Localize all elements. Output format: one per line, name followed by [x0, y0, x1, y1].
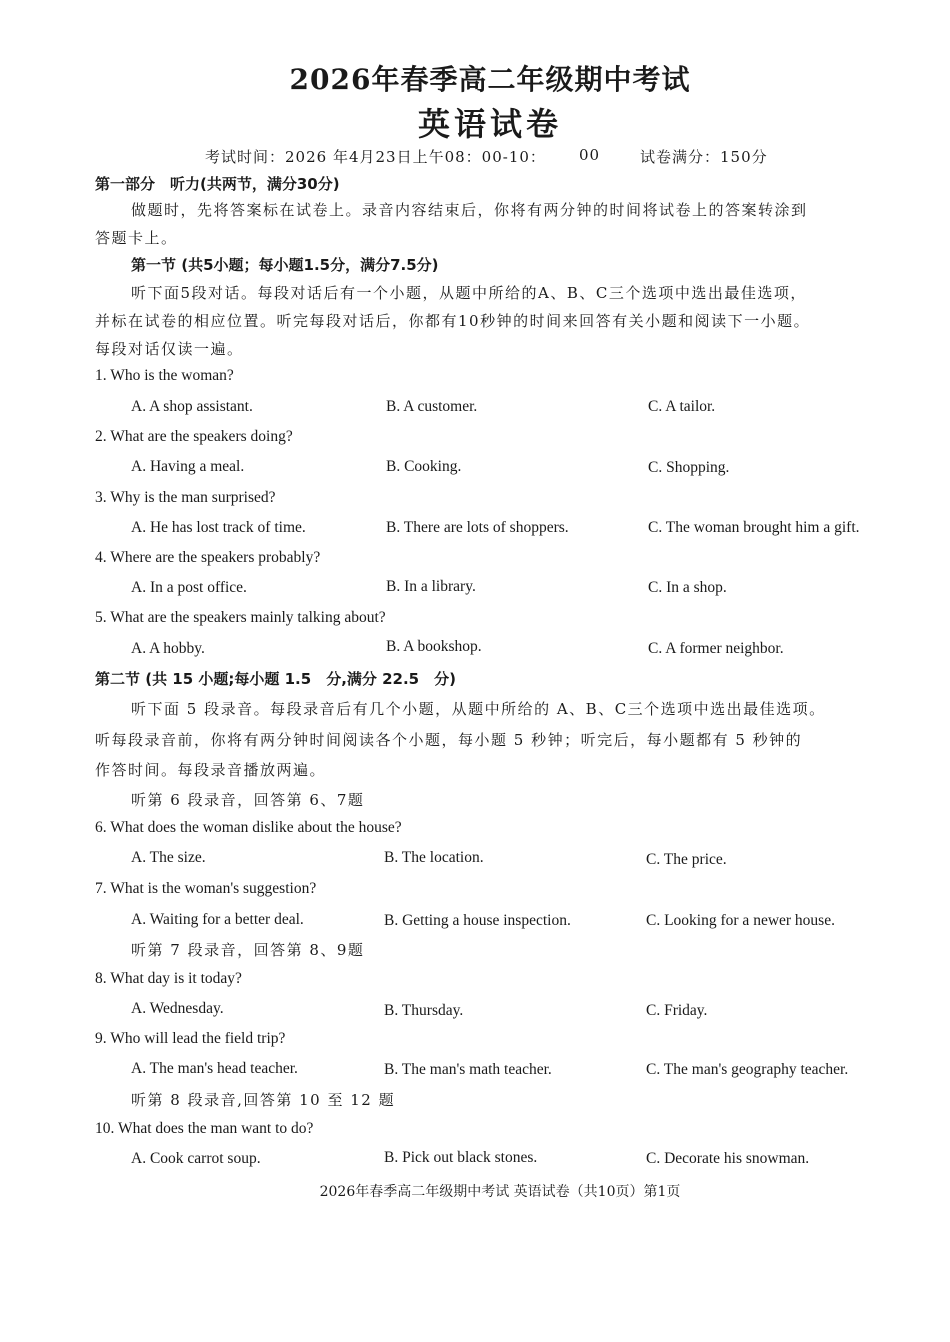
section2-heading: 第二节 (共 15 小题;每小题 1.5 分,满分 22.5 分): [95, 670, 456, 688]
section1-intro-line3: 每段对话仅读一遍。: [95, 340, 244, 358]
q9-option-c: C. The man's geography teacher.: [646, 1061, 849, 1078]
exam-subtitle: 英语试卷: [417, 105, 562, 143]
section1-intro-line2: 并标在试卷的相应位置。听完每段对话后，你都有10秒钟的时间来回答有关小题和阅读下一小题。: [95, 312, 811, 330]
audio-prompt-7: 听第 7 段录音，回答第 8、9题: [131, 941, 365, 959]
q1-option-a: A. A shop assistant.: [131, 398, 253, 415]
section1-intro-line1: 听下面5段对话。每段对话后有一个小题，从题中所给的A、B、C三个选项中选出最佳选项，: [131, 284, 807, 302]
q2-option-a: A. Having a meal.: [131, 458, 245, 475]
section2-intro-line2: 听每段录音前，你将有两分钟时间阅读各个小题，每小题 5 秒钟；听完后，每小题都有 5 秒钟的: [95, 731, 803, 749]
section2-intro-line1: 听下面 5 段录音。每段录音后有几个小题，从题中所给的 A、B、C三个选项中选出最佳选项。: [131, 700, 826, 718]
question-10: 10. What does the man want to do?: [95, 1120, 314, 1137]
audio-prompt-6: 听第 6 段录音，回答第 6、7题: [131, 791, 365, 809]
q2-option-b: B. Cooking.: [386, 458, 462, 475]
question-8: 8. What day is it today?: [95, 970, 242, 987]
q4-option-b: B. In a library.: [386, 578, 476, 595]
q10-option-c: C. Decorate his snowman.: [646, 1150, 810, 1167]
q2-option-c: C. Shopping.: [648, 459, 730, 476]
part1-intro-line1: 做题时，先将答案标在试卷上。录音内容结束后，你将有两分钟的时间将试卷上的答案转涂到: [131, 201, 808, 219]
q1-option-b: B. A customer.: [386, 398, 478, 415]
q5-option-a: A. A hobby.: [131, 640, 205, 657]
q6-option-b: B. The location.: [384, 849, 484, 866]
part1-heading: 第一部分 听力(共两节，满分30分): [95, 175, 340, 193]
q9-option-a: A. The man's head teacher.: [131, 1060, 298, 1077]
q6-option-a: A. The size.: [131, 849, 206, 866]
audio-prompt-8: 听第 8 段录音,回答第 10 至 12 题: [131, 1091, 396, 1109]
question-1: 1. Who is the woman?: [95, 367, 234, 384]
question-2: 2. What are the speakers doing?: [95, 428, 293, 445]
q10-option-b: B. Pick out black stones.: [384, 1149, 538, 1166]
part1-intro-line2: 答题卡上。: [95, 229, 178, 247]
q7-option-a: A. Waiting for a better deal.: [131, 911, 304, 928]
q5-option-b: B. A bookshop.: [386, 638, 482, 655]
page-footer: 2026年春季高二年级期中考试 英语试卷（共10页）第1页: [319, 1184, 681, 1200]
q4-option-c: C. In a shop.: [648, 579, 727, 596]
question-6: 6. What does the woman dislike about the house?: [95, 819, 402, 836]
q8-option-a: A. Wednesday.: [131, 1000, 224, 1017]
question-5: 5. What are the speakers mainly talking about?: [95, 609, 386, 626]
q7-option-c: C. Looking for a newer house.: [646, 912, 835, 929]
section1-heading: 第一节 (共5小题；每小题1.5分，满分7.5分): [131, 256, 439, 274]
q8-option-c: C. Friday.: [646, 1002, 708, 1019]
q1-option-c: C. A tailor.: [648, 398, 716, 415]
full-score: 试卷满分：150分: [640, 148, 768, 166]
q3-option-c: C. The woman brought him a gift.: [648, 519, 860, 536]
exam-time: 考试时间：2026 年4月23日上午08：00-10：: [205, 148, 546, 166]
question-4: 4. Where are the speakers probably?: [95, 549, 321, 566]
question-3: 3. Why is the man surprised?: [95, 489, 276, 506]
exam-time-tail: 00: [579, 146, 601, 164]
q10-option-a: A. Cook carrot soup.: [131, 1150, 261, 1167]
question-7: 7. What is the woman's suggestion?: [95, 880, 317, 897]
q3-option-b: B. There are lots of shoppers.: [386, 519, 569, 536]
q9-option-b: B. The man's math teacher.: [384, 1061, 552, 1078]
question-9: 9. Who will lead the field trip?: [95, 1030, 286, 1047]
q7-option-b: B. Getting a house inspection.: [384, 912, 571, 929]
q6-option-c: C. The price.: [646, 851, 727, 868]
q5-option-c: C. A former neighbor.: [648, 640, 784, 657]
q8-option-b: B. Thursday.: [384, 1002, 464, 1019]
exam-title: 2026年春季高二年级期中考试: [289, 63, 691, 96]
q3-option-a: A. He has lost track of time.: [131, 519, 306, 536]
q4-option-a: A. In a post office.: [131, 579, 247, 596]
section2-intro-line3: 作答时间。每段录音播放两遍。: [95, 761, 327, 779]
